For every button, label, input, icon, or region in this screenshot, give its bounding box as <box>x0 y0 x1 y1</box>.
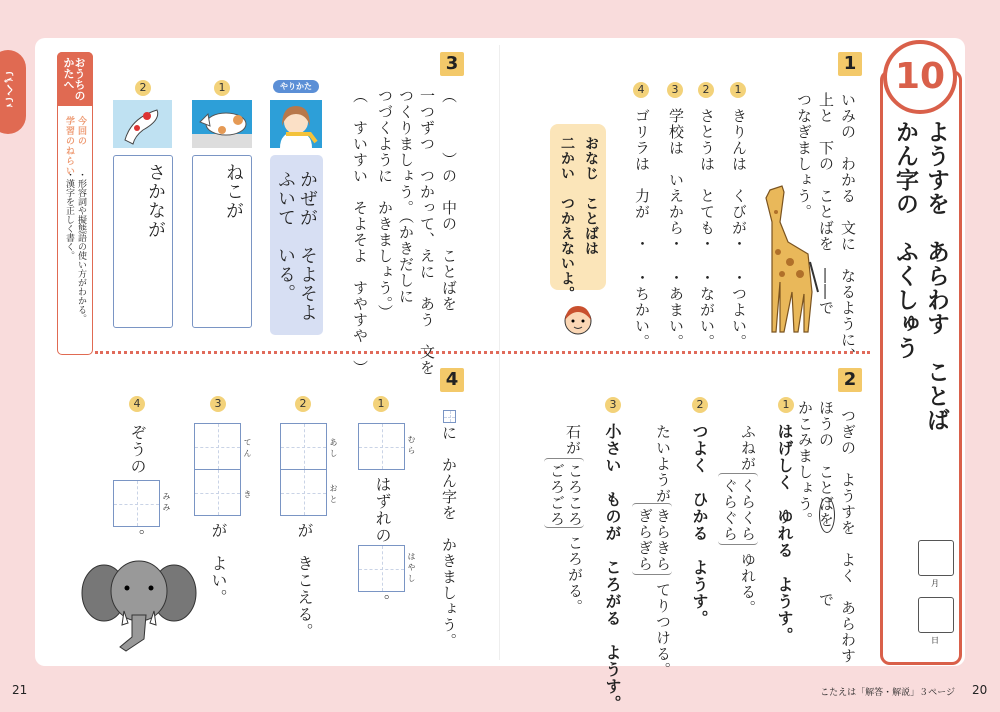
item-number: 2 <box>698 82 714 98</box>
choice-option[interactable]: ごろごろ <box>548 463 566 527</box>
hint-text: おなじ ことばは <box>583 136 599 256</box>
answer-starter: ねこが <box>223 163 244 220</box>
choice-option[interactable]: ぎらぎら <box>636 508 654 572</box>
aim-label: 今回の <box>76 116 86 146</box>
item-number: 1 <box>730 82 746 98</box>
q1-item-top: きりんは くびが・ <box>730 108 748 252</box>
furigana: みみ <box>162 492 171 514</box>
kanji-input-box[interactable] <box>358 545 405 592</box>
kanji-input-box[interactable] <box>280 469 327 516</box>
kanji-input-box[interactable] <box>113 480 160 527</box>
lesson-title: ようすを あらわす ことば <box>923 120 949 432</box>
choice-option[interactable]: ころころ <box>566 463 584 527</box>
kanji-input-box[interactable] <box>358 423 405 470</box>
item-number: 2 <box>692 397 708 413</box>
item-number: 2 <box>135 80 151 96</box>
hint-text: 二かい つかえないよ。 <box>559 136 575 301</box>
q1-item-bottom: ・ちかい。 <box>633 270 651 350</box>
month-label: 月 <box>931 579 939 588</box>
q2-heading: はげしく ゆれる ようす。 <box>775 423 794 644</box>
q4-text: が <box>295 522 314 539</box>
furigana: き <box>243 490 252 501</box>
q1-item-top: さとうは とても・ <box>698 108 716 252</box>
question-4-badge: 4 <box>440 368 464 392</box>
q1-item-top: ゴリラは 力が ・ <box>633 108 651 252</box>
q4-instruction: に かん字を かきましょう。 <box>440 425 458 649</box>
q2-tail: ころがる。 <box>566 535 584 615</box>
kanji-input-box[interactable] <box>280 423 327 470</box>
furigana: おと <box>329 484 338 506</box>
day-label: 日 <box>931 636 939 645</box>
q1-instruction: 上と 下の ことばを ――で <box>817 92 835 316</box>
q1-instruction: つなぎましょう。 <box>795 92 813 220</box>
month-box[interactable] <box>918 540 954 576</box>
day-box[interactable] <box>918 597 954 633</box>
q4-text: きこえる。 <box>295 555 314 640</box>
question-2-badge: 2 <box>838 368 862 392</box>
girl-in-wind-picture <box>270 100 322 148</box>
q3-instruction: （ ）の 中の ことばを <box>440 88 458 312</box>
lesson-subtitle: かん字の ふくしゅう <box>892 120 918 360</box>
choice-option[interactable]: きらきら <box>654 508 672 572</box>
aim-goal: ・漢字を正しく書く。 <box>64 170 74 260</box>
q2-tail: ゆれる。 <box>739 552 757 616</box>
furigana: てん <box>243 438 252 460</box>
side-tab-label: こくご <box>3 70 17 109</box>
q1-item-bottom: ・ながい。 <box>698 270 716 350</box>
q2-instruction: かこみましょう。 <box>796 400 814 528</box>
q2-lead: ふねが <box>739 424 757 472</box>
kanji-input-box[interactable] <box>194 423 241 470</box>
example-answer: かぜが そよそよ <box>297 170 318 322</box>
section-divider <box>95 351 870 354</box>
q3-instruction: つづくように かきましょう。） <box>376 88 394 321</box>
q1-item-top: 学校は いえから・ <box>667 108 685 252</box>
furigana: あし <box>329 438 338 460</box>
child-face-icon <box>561 302 595 336</box>
furigana: はやし <box>407 552 416 585</box>
choice-option[interactable]: くらくら <box>739 478 757 542</box>
q2-instruction: ほうの ことばを で <box>817 400 835 608</box>
q4-text: ぞうの <box>128 424 147 475</box>
q2-tail: てりつける。 <box>654 582 672 678</box>
furigana: むら <box>407 435 416 457</box>
q4-text: はずれの <box>373 476 392 544</box>
q1-item-bottom: ・つよい。 <box>730 270 748 350</box>
item-number: 4 <box>633 82 649 98</box>
item-number: 3 <box>667 82 683 98</box>
aim-goal: ・形容詞や擬態語の使い方がわかる。 <box>76 170 86 323</box>
q2-lead: 石が <box>564 424 582 456</box>
q2-heading: 小さい ものが ころがる ようす。 <box>603 423 622 712</box>
q1-item-bottom: ・あまい。 <box>667 270 685 350</box>
q1-instruction: いみの わかる 文に なるように、 <box>839 92 857 364</box>
answer-starter: さかなが <box>145 163 166 239</box>
choice-option[interactable]: ぐらぐら <box>721 478 739 542</box>
item-number: 4 <box>129 396 145 412</box>
q3-instruction: 一つずつ つかって、えに あう 文を <box>418 88 436 376</box>
item-number: 1 <box>214 80 230 96</box>
q4-text: 。 <box>373 594 391 610</box>
lesson-number: 10 <box>883 40 957 114</box>
q2-lead: たいようが <box>654 424 672 504</box>
q3-instruction: つくりましょう。（かきだしに <box>397 88 415 305</box>
item-number: 1 <box>373 396 389 412</box>
cat-picture <box>192 100 252 148</box>
kanji-box-icon <box>443 410 456 423</box>
kanji-input-box[interactable] <box>194 469 241 516</box>
elephant-illustration <box>80 555 198 655</box>
circle-mark-icon <box>819 497 835 533</box>
q2-instruction: つぎの ようすを よく あらわす <box>839 408 857 664</box>
left-page-number: 21 <box>12 683 28 697</box>
giraffe-illustration <box>758 182 822 338</box>
koi-fish-picture <box>113 100 172 148</box>
answer-reference: こたえは「解答・解説」３ページ <box>820 688 955 698</box>
question-3-badge: 3 <box>440 52 464 76</box>
page-center-divider <box>499 45 500 660</box>
right-page-number: 20 <box>972 683 988 697</box>
q4-text: よい。 <box>209 555 228 606</box>
q2-heading: つよく ひかる ようす。 <box>690 423 709 627</box>
parents-note-header: おうちのかたへ <box>62 57 86 101</box>
item-number: 3 <box>605 397 621 413</box>
q4-text: が <box>209 522 228 539</box>
q3-word-list: （ すいすい そよそよ すやすや ） <box>351 88 369 376</box>
item-number: 1 <box>778 397 794 413</box>
item-number: 3 <box>210 396 226 412</box>
item-number: 2 <box>295 396 311 412</box>
example-answer: ふいて いる。 <box>275 170 296 303</box>
question-1-badge: 1 <box>838 52 862 76</box>
aim-label: 学習のねらい <box>64 116 74 176</box>
example-label: やりかた <box>273 80 319 93</box>
q4-text: 。 <box>128 529 146 545</box>
